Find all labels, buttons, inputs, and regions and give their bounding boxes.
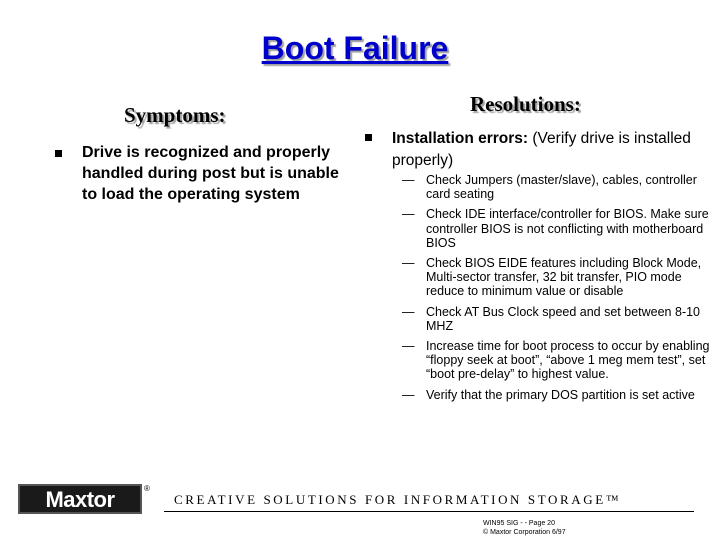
list-item	[402, 305, 712, 333]
resolutions-heading: Resolutions:	[470, 92, 581, 116]
logo-text: Maxtor	[45, 487, 115, 512]
footer-divider	[164, 511, 694, 512]
dash-bullet: —	[402, 304, 415, 319]
bullet-square-icon	[365, 134, 372, 141]
list-item	[402, 207, 712, 250]
registered-mark: ®	[144, 484, 150, 493]
footer-copyright-line: © Maxtor Corporation 6/97	[483, 529, 566, 536]
symptom-item: Drive is recognized and properly handled during post but is unable to load the operating system	[82, 144, 339, 203]
symptoms-heading: Symptoms:	[124, 103, 226, 127]
footer-tagline: CREATIVE SOLUTIONS FOR INFORMATION STORAGE™	[174, 492, 622, 507]
list-item-text: Check IDE interface/controller for BIOS. Make sure controller BIOS is not conflicting with motherboard BIOS	[426, 207, 709, 250]
list-item-text: Check BIOS EIDE features including Block Mode, Multi-sector transfer, 32 bit transfer, PIO mode reduce to minimum value or disable	[426, 256, 702, 299]
bullet-square-icon	[55, 150, 62, 157]
footer-page-line: WIN95 SIG - - Page 20	[483, 520, 555, 527]
resolution-item-bold: Installation errors:	[392, 130, 529, 147]
dash-bullet: —	[402, 387, 415, 402]
list-item	[402, 256, 712, 299]
dash-bullet: —	[402, 173, 415, 187]
list-item-text: Check Jumpers (master/slave), cables, controller card seating	[426, 173, 697, 202]
list-item	[402, 388, 712, 402]
list-item-text: Verify that the primary DOS partition is set active	[426, 387, 695, 402]
slide-title: Boot Failure	[261, 30, 449, 66]
list-item-text: Increase time for boot process to occur by enabling “floppy seek at boot”, “above 1 meg mem test”, set “boot pre-delay” to highest value.	[426, 339, 710, 382]
list-item	[402, 173, 712, 201]
resolution-subitems	[402, 173, 712, 408]
dash-bullet: —	[402, 207, 415, 222]
footer-info	[483, 519, 566, 537]
maxtor-logo	[18, 484, 142, 514]
dash-bullet: —	[402, 339, 415, 354]
resolution-item-rest: (Verify drive is installed properly)	[392, 130, 691, 169]
list-item-text: Check AT Bus Clock speed and set between 8-10 MHZ	[426, 304, 701, 333]
resolution-item	[392, 128, 712, 172]
dash-bullet: —	[402, 256, 415, 271]
list-item	[402, 339, 712, 382]
